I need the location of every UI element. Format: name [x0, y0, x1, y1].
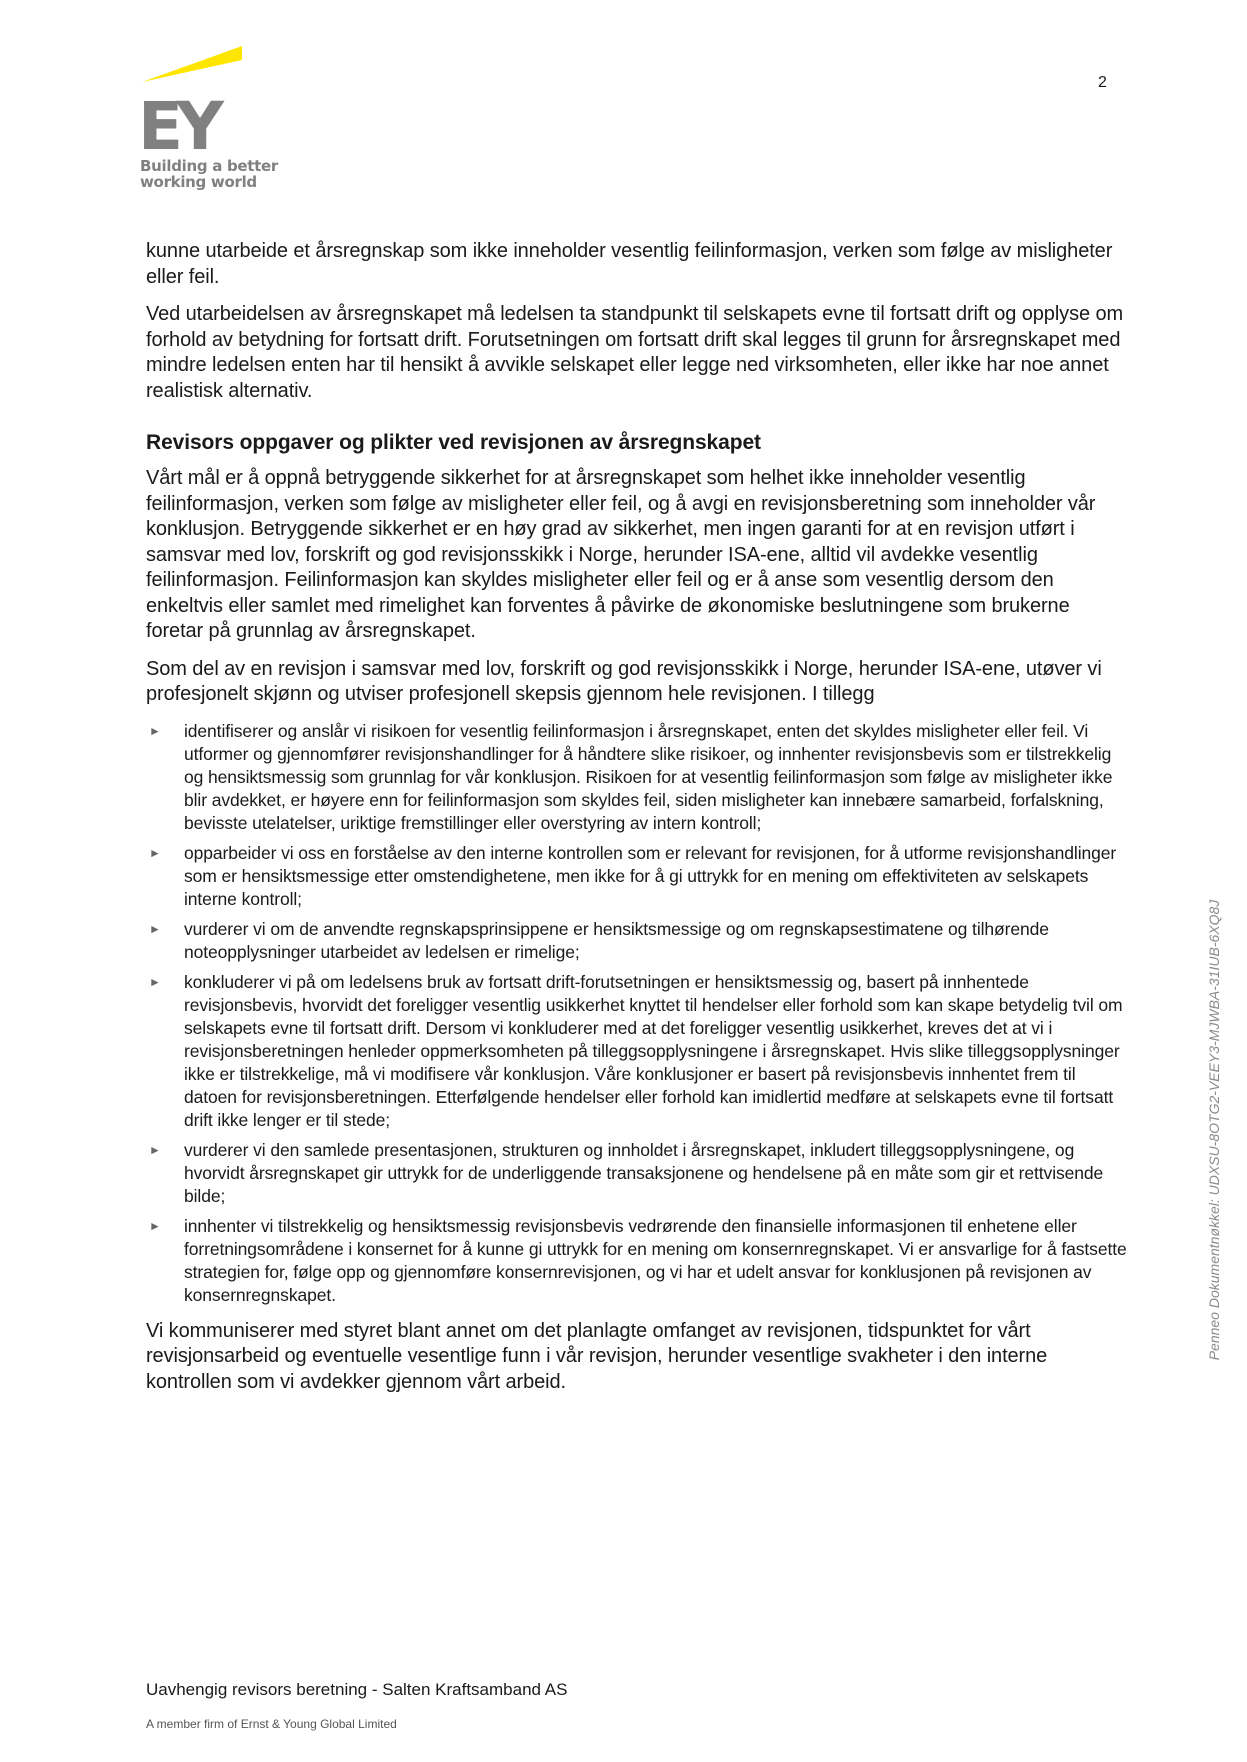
list-item-text: vurderer vi den samlede presentasjonen, strukturen og innholdet i årsregnskapet, inkludert tilleggsopplysningene, og hvorvidt årsregnskapet gir uttrykk for de underliggende transaksjonene og hendelsene på en måte som gir et rettvisende bilde;	[184, 1139, 1104, 1206]
bullet-arrow-icon: ►	[149, 1218, 161, 1233]
page-number: 2	[1098, 74, 1107, 91]
list-item	[146, 971, 1131, 1132]
ey-tagline-line2: working world	[140, 173, 257, 191]
list-item-text: opparbeider vi oss en forståelse av den interne kontrollen som er relevant for revisjonen, for å utforme revisjonshandlinger som er hensiktsmessige etter omstendighetene, men ikke for å gi uttrykk for en mening om effektiviteten av selskapets interne kontroll;	[184, 842, 1117, 909]
bullet-arrow-icon: ►	[149, 1142, 161, 1157]
ey-logo-mark	[138, 40, 273, 160]
list-item	[146, 1139, 1131, 1208]
bullet-arrow-icon: ►	[149, 921, 161, 936]
paragraph: Vårt mål er å oppnå betryggende sikkerhet for at årsregnskapet som helhet ikke inneholder vesentlig feilinformasjon, verken som følge av misligheter eller feil, og å avgi en revisjonsberetning som inneholder vår konklusjon. Betryggende sikkerhet er en høy grad av sikkerhet, men ingen garanti for at en revisjon utført i samsvar med lov, forskrift og god revisjonsskikk i Norge, herunder ISA-ene, alltid vil avdekke vesentlig feilinformasjon. Feilinformasjon kan skyldes misligheter eller feil og er å anse som vesentlig dersom den enkeltvis eller samlet med rimelighet kan forventes å påvirke de økonomiske beslutningene som brukerne foretar på grunnlag av årsregnskapet.	[146, 467, 1096, 642]
list-item	[146, 1215, 1131, 1307]
bullet-arrow-icon: ►	[149, 845, 161, 860]
document-body	[146, 239, 1131, 1407]
bullet-arrow-icon: ►	[149, 974, 161, 989]
bullet-list	[146, 720, 1131, 1307]
list-item	[146, 918, 1131, 964]
list-item	[146, 842, 1131, 911]
footer-title: Uavhengig revisors beretning - Salten Kraftsamband AS	[146, 1680, 568, 1699]
list-item	[146, 720, 1131, 835]
paragraph: Ved utarbeidelsen av årsregnskapet må ledelsen ta standpunkt til selskapets evne til fortsatt drift og opplyse om forhold av betydning for fortsatt drift. Forutsetningen om fortsatt drift skal legges til grunn for årsregnskapet med mindre ledelsen enten har til hensikt å avvikle selskapet eller legge ned virksomheten, eller ikke har noe annet realistisk alternativ.	[146, 303, 1124, 402]
closing-paragraph: Vi kommuniserer med styret blant annet om det planlagte omfanget av revisjonen, tidspunktet for vårt revisjonsarbeid og eventuelle vesentlige funn i vår revisjon, herunder vesentlige svakheter i den interne kontrollen som vi avdekker gjennom vårt arbeid.	[146, 1319, 1048, 1393]
list-item-text: identifiserer og anslår vi risikoen for vesentlig feilinformasjon i årsregnskapet, enten det skyldes misligheter eller feil. Vi utformer og gjennomfører revisjonshandlinger for å håndtere slike risikoer, og innhenter revisjonsbevis som er tilstrekkelig og hensiktsmessig som grunnlag for vår konklusjon. Risikoen for at vesentlig feilinformasjon som følge av misligheter ikke blir avdekket, er høyere enn for feilinformasjon som skyldes feil, siden misligheter kan innebære samarbeid, forfalskning, bevisste utelatelser, uriktige fremstillinger eller overstyring av intern kontroll;	[184, 720, 1113, 833]
paragraph: kunne utarbeide et årsregnskap som ikke inneholder vesentlig feilinformasjon, verken som følge av misligheter eller feil.	[146, 240, 1113, 288]
ey-wordmark: EY	[138, 88, 217, 160]
footer-member-note: A member firm of Ernst & Young Global Limited	[146, 1717, 397, 1731]
list-item-text: vurderer vi om de anvendte regnskapsprinsippene er hensiktsmessige og om regnskapsestimatene og tilhørende noteopplysninger utarbeidet av ledelsen er rimelige;	[184, 918, 1049, 962]
list-item-text: innhenter vi tilstrekkelig og hensiktsmessig revisjonsbevis vedrørende den finansielle informasjonen til enhetene eller forretningsområdene i konsernet for å kunne gi uttrykk for en mening om konsernregnskapet. Vi er ansvarlige for å fastsette strategien for, følge opp og gjennomføre konsernrevisjonen, og vi har et udelt ansvar for konklusjonen på revisjonen av konsernregnskapet.	[184, 1215, 1127, 1305]
ey-beam-icon	[142, 46, 242, 82]
ey-tagline	[140, 158, 278, 190]
paragraph: Som del av en revisjon i samsvar med lov, forskrift og god revisjonsskikk i Norge, herunder ISA-ene, utøver vi profesjonelt skjønn og utviser profesjonell skepsis gjennom hele revisjonen. I tillegg	[146, 657, 1102, 705]
penneo-document-key: Penneo Dokumentnøkkel: UDXSU-8OTG2-VEEY3-MJWBA-31IUB-6XQ8J	[1206, 899, 1222, 1361]
list-item-text: konkluderer vi på om ledelsens bruk av fortsatt drift-forutsetningen er hensiktsmessig og, basert på innhentede revisjonsbevis, hvorvidt det foreligger vesentlig usikkerhet knyttet til hendelser eller forhold som kan skape betydelig tvil om selskapets evne til fortsatt drift. Dersom vi konkluderer med at det foreligger vesentlig usikkerhet, kreves det at vi i revisjonsberetningen henleder oppmerksomheten på tilleggsopplysningene i årsregnskapet. Hvis slike tilleggsopplysninger ikke er tilstrekkelige, må vi modifisere vår konklusjon. Våre konklusjoner er basert på revisjonsbevis innhentet frem til datoen for revisjonsberetningen. Etterfølgende hendelser eller forhold kan imidlertid medføre at selskapets evne til fortsatt drift ikke lenger er til stede;	[184, 971, 1123, 1130]
section-heading: Revisors oppgaver og plikter ved revisjonen av årsregnskapet	[146, 431, 761, 454]
bullet-arrow-icon: ►	[149, 723, 161, 738]
ey-tagline-line1: Building a better	[140, 157, 278, 175]
